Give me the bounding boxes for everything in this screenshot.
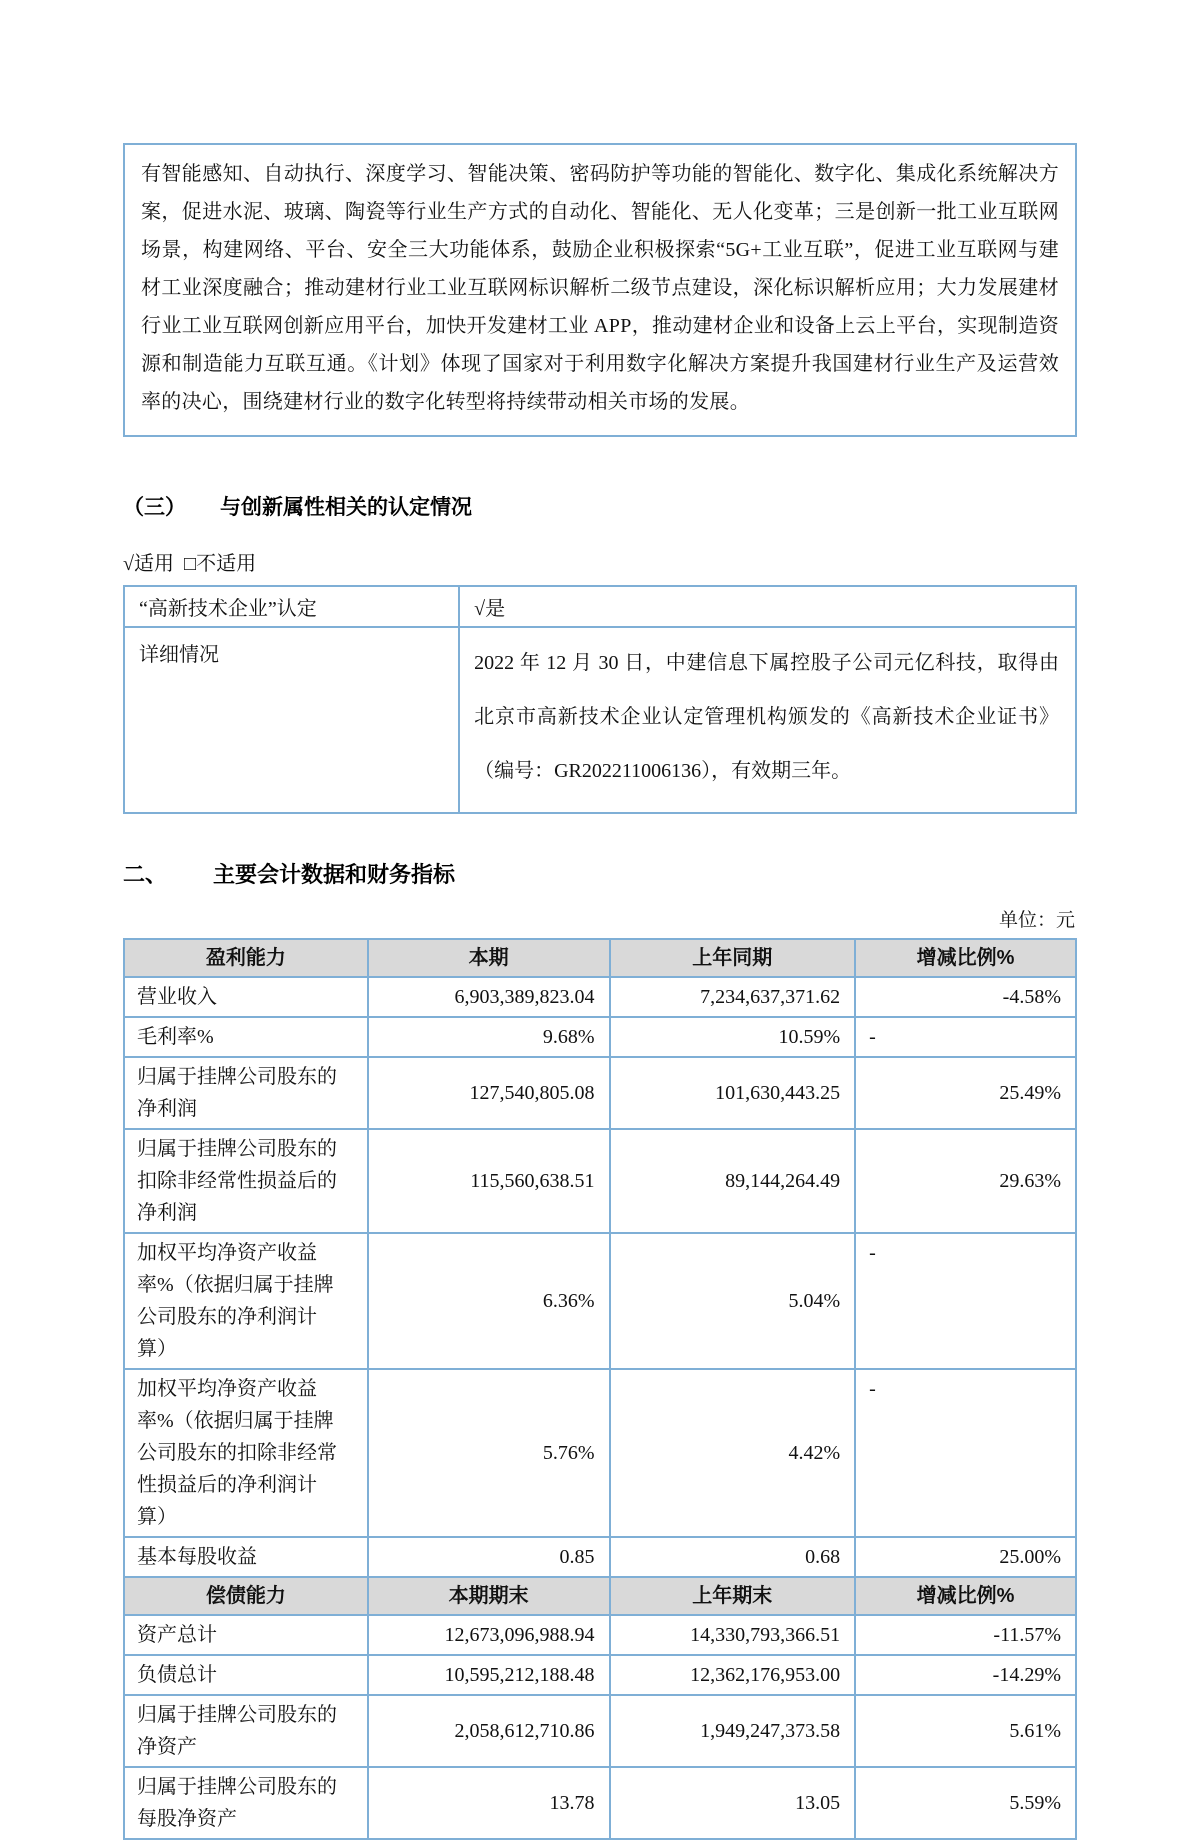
fin-prior-value: 7,234,637,371.62 <box>610 977 856 1017</box>
cert-row-value: √是 <box>459 586 1076 627</box>
fin-change-value: - <box>855 1233 1076 1369</box>
fin-row-label: 加权平均净资产收益率%（依据归属于挂牌公司股东的净利润计算） <box>124 1233 368 1369</box>
fin-header-cell: 本期 <box>368 939 610 977</box>
fin-prior-value: 1,949,247,373.58 <box>610 1695 856 1767</box>
certification-table <box>123 585 1077 814</box>
certification-table-row <box>124 627 1076 813</box>
fin-table-row <box>124 1057 1076 1129</box>
fin-row-label: 加权平均净资产收益率%（依据归属于挂牌公司股东的扣除非经常性损益后的净利润计算） <box>124 1369 368 1537</box>
fin-row-label: 归属于挂牌公司股东的净资产 <box>124 1695 368 1767</box>
fin-prior-value: 12,362,176,953.00 <box>610 1655 856 1695</box>
fin-prior-value: 10.59% <box>610 1017 856 1057</box>
fin-table-row <box>124 1767 1076 1839</box>
fin-table-row <box>124 1537 1076 1577</box>
fin-row-label: 归属于挂牌公司股东的净利润 <box>124 1057 368 1129</box>
fin-prior-value: 5.04% <box>610 1233 856 1369</box>
fin-table-row <box>124 1655 1076 1695</box>
fin-table-row <box>124 977 1076 1017</box>
fin-current-value: 115,560,638.51 <box>368 1129 610 1233</box>
fin-header-cell: 增减比例% <box>855 939 1076 977</box>
fin-table-row <box>124 1369 1076 1537</box>
fin-table-row <box>124 1615 1076 1655</box>
fin-header-cell: 偿债能力 <box>124 1577 368 1615</box>
fin-change-value: 5.59% <box>855 1767 1076 1839</box>
report-page-content <box>123 143 1077 1840</box>
fin-row-label: 资产总计 <box>124 1615 368 1655</box>
fin-row-label: 营业收入 <box>124 977 368 1017</box>
fin-change-value: -14.29% <box>855 1655 1076 1695</box>
intro-paragraph-box <box>123 143 1077 437</box>
fin-change-value: 5.61% <box>855 1695 1076 1767</box>
fin-table-row <box>124 1233 1076 1369</box>
applicability-line <box>123 547 1077 576</box>
fin-table-header-row <box>124 1577 1076 1615</box>
fin-table-header-row <box>124 939 1076 977</box>
applicable-option-checked: √适用 <box>123 553 174 575</box>
cert-row-value: 2022 年 12 月 30 日，中建信息下属控股子公司元亿科技，取得由北京市高新技术企业认定管理机构颁发的《高新技术企业证书》（编号：GR202211006136），有效期三年。 <box>459 627 1076 813</box>
fin-current-value: 5.76% <box>368 1369 610 1537</box>
fin-header-cell: 盈利能力 <box>124 939 368 977</box>
fin-change-value: -11.57% <box>855 1615 1076 1655</box>
section-2-heading <box>123 858 1077 889</box>
cert-row-label: 详细情况 <box>124 627 459 813</box>
fin-change-value: 25.49% <box>855 1057 1076 1129</box>
section-3-heading <box>123 491 1077 521</box>
fin-header-cell: 增减比例% <box>855 1577 1076 1615</box>
fin-change-value: -4.58% <box>855 977 1076 1017</box>
fin-header-cell: 上年期末 <box>610 1577 856 1615</box>
fin-row-label: 归属于挂牌公司股东的扣除非经常性损益后的净利润 <box>124 1129 368 1233</box>
fin-header-cell: 上年同期 <box>610 939 856 977</box>
fin-prior-value: 89,144,264.49 <box>610 1129 856 1233</box>
not-applicable-option: □不适用 <box>183 553 257 575</box>
section-2-title: 主要会计数据和财务指标 <box>213 862 456 887</box>
section-2-number: 二、 <box>123 862 168 887</box>
section-3-number: （三） <box>123 496 186 519</box>
section-3-title: 与创新属性相关的认定情况 <box>220 496 472 519</box>
fin-current-value: 0.85 <box>368 1537 610 1577</box>
fin-prior-value: 0.68 <box>610 1537 856 1577</box>
fin-prior-value: 101,630,443.25 <box>610 1057 856 1129</box>
fin-table-row <box>124 1017 1076 1057</box>
fin-change-value: - <box>855 1369 1076 1537</box>
fin-current-value: 13.78 <box>368 1767 610 1839</box>
fin-change-value: 29.63% <box>855 1129 1076 1233</box>
fin-header-cell: 本期期末 <box>368 1577 610 1615</box>
financial-indicators-table <box>123 938 1077 1840</box>
fin-row-label: 毛利率% <box>124 1017 368 1057</box>
fin-prior-value: 14,330,793,366.51 <box>610 1615 856 1655</box>
fin-change-value: - <box>855 1017 1076 1057</box>
unit-label: 单位：元 <box>998 910 1075 931</box>
fin-row-label: 归属于挂牌公司股东的每股净资产 <box>124 1767 368 1839</box>
fin-current-value: 6.36% <box>368 1233 610 1369</box>
fin-row-label: 基本每股收益 <box>124 1537 368 1577</box>
certification-table-row <box>124 586 1076 627</box>
fin-current-value: 12,673,096,988.94 <box>368 1615 610 1655</box>
fin-current-value: 6,903,389,823.04 <box>368 977 610 1017</box>
fin-prior-value: 13.05 <box>610 1767 856 1839</box>
cert-row-label: “高新技术企业”认定 <box>124 586 459 627</box>
fin-change-value: 25.00% <box>855 1537 1076 1577</box>
fin-prior-value: 4.42% <box>610 1369 856 1537</box>
fin-current-value: 127,540,805.08 <box>368 1057 610 1129</box>
fin-table-row <box>124 1695 1076 1767</box>
intro-paragraph-text: 有智能感知、自动执行、深度学习、智能决策、密码防护等功能的智能化、数字化、集成化系统解决方案，促进水泥、玻璃、陶瓷等行业生产方式的自动化、智能化、无人化变革；三是创新一批工业互联网场景，构建网络、平台、安全三大功能体系，鼓励企业积极探索“5G+工业互联”，促进工业互联网与建材工业深度融合；推动建材行业工业互联网标识解析二级节点建设，深化标识解析应用；大力发展建材行业工业互联网创新应用平台，加快开发建材工业 APP，推动建材企业和设备上云上平台，实现制造资源和制造能力互联互通。《计划》体现了国家对于利用数字化解决方案提升我国建材行业生产及运营效率的决心，围绕建材行业的数字化转型将持续带动相关市场的发展。 <box>141 163 1059 413</box>
fin-current-value: 9.68% <box>368 1017 610 1057</box>
fin-current-value: 10,595,212,188.48 <box>368 1655 610 1695</box>
fin-current-value: 2,058,612,710.86 <box>368 1695 610 1767</box>
fin-row-label: 负债总计 <box>124 1655 368 1695</box>
fin-table-row <box>124 1129 1076 1233</box>
